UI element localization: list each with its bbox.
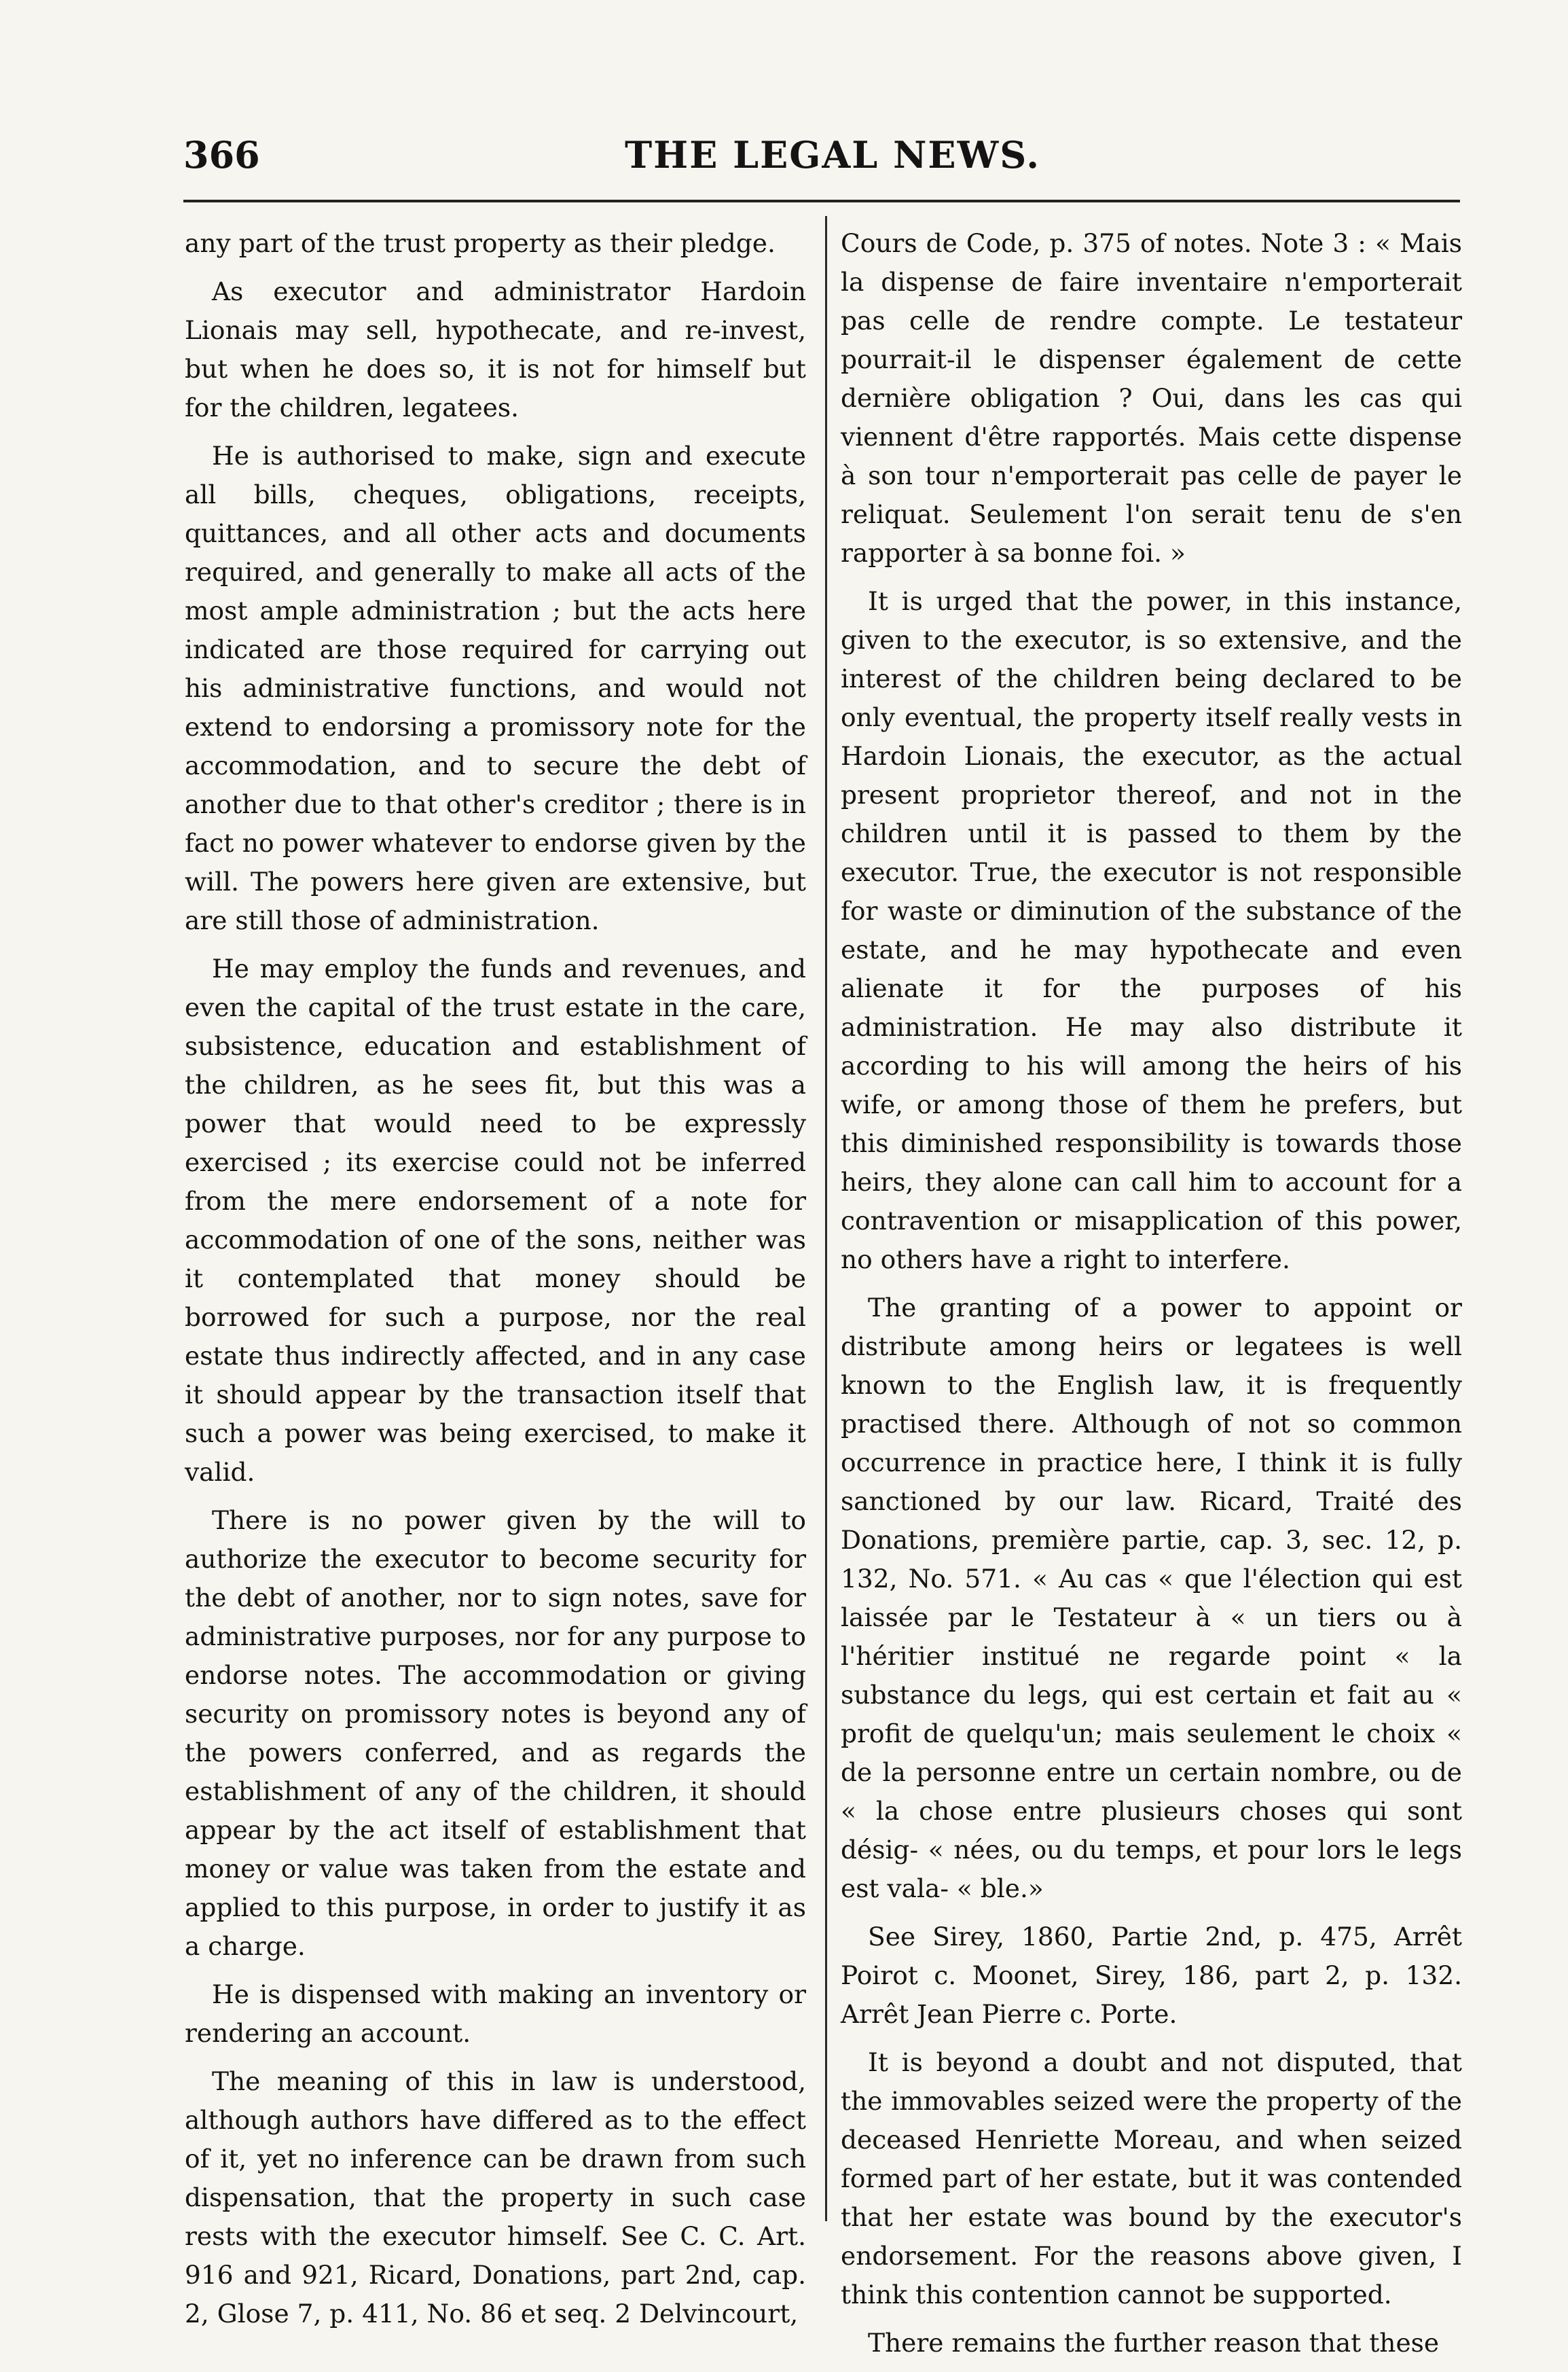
right-column [841, 224, 1462, 2372]
paragraph: Cours de Code, p. 375 of notes. Note 3 : « Mais la dispense de faire inventaire n'emporterait pas celle de rendre compte. Le testateur pourrait-il le dispenser également de cette dernière obligation ? Oui, dans les cas qui viennent d'être rapportés. Mais cette dispense à son tour n'emporterait pas celle de payer le reliquat. Seulement l'on serait tenu de s'en rapporter à sa bonne foi. » [841, 228, 1462, 568]
paragraph: There is no power given by the will to authorize the executor to become security for the debt of another, nor to sign notes, save for administrative purposes, nor for any purpose to endorse notes. The accommodation or giving security on promissory notes is beyond any of the powers conferred, and as regards the establishment of any of the children, it should appear by the act itself of establishment that money or value was taken from the estate and applied to this purpose, in order to justify it as a charge. [185, 1505, 806, 1961]
journal-title: THE LEGAL NEWS. [625, 133, 1041, 177]
paragraph: He is dispensed with making an inventory or rendering an account. [185, 1979, 806, 2048]
paragraph: The meaning of this in law is understood, although authors have differed as to the effect of it, yet no inference can be drawn from such dispensation, that the property in such case rests with the executor himself. See C. C. Art. 916 and 921, Ricard, Donations, part 2nd, cap. 2, Glose 7, p. 411, No. 86 et seq. 2 Delvincourt, [185, 2066, 806, 2329]
header-rule [183, 200, 1460, 202]
paragraph: He is authorised to make, sign and execute all bills, cheques, obligations, receipts, quittances, and all other acts and documents required, and generally to make all acts of the most ample administration ; but the acts here indicated are those required for carrying out his administrative functions, and would not extend to endorsing a promissory note for the accommodation, and to secure the debt of another due to that other's creditor ; there is in fact no power whatever to endorse given by the will. The powers here given are extensive, but are still those of administration. [185, 441, 806, 935]
paragraph: There remains the further reason that these [868, 2328, 1440, 2358]
paragraph: See Sirey, 1860, Partie 2nd, p. 475, Arrêt Poirot c. Moonet, Sirey, 186, part 2, p. 132. Arrêt Jean Pierre c. Porte. [841, 1922, 1462, 2029]
paragraph: any part of the trust property as their pledge. [185, 228, 776, 258]
left-column [185, 224, 806, 2343]
paragraph: It is urged that the power, in this instance, given to the executor, is so extensive, and the interest of the children being declared to be only eventual, the property itself really vests in Hardoin Lionais, the executor, as the actual present proprietor thereof, and not in the children until it is passed to them by the executor. True, the executor is not responsible for waste or diminution of the substance of the estate, and he may hypothecate and even alienate it for the purposes of his administration. He may also distribute it according to his will among the heirs of his wife, or among those of them he prefers, but this diminished responsibility is towards those heirs, they alone can call him to account for a contravention or misapplication of this power, no others have a right to interfere. [841, 586, 1462, 1274]
paragraph: It is beyond a doubt and not disputed, that the immovables seized were the property of the deceased Henriette Moreau, and when seized formed part of her estate, but it was contended that her estate was bound by the executor's endorsement. For the reasons above given, I think this contention cannot be supported. [841, 2047, 1462, 2310]
page-header [183, 133, 1460, 187]
paragraph: The granting of a power to appoint or distribute among heirs or legatees is well known to the English law, it is frequently practised there. Although of not so common occurrence in practice here, I think it is fully sanctioned by our law. Ricard, Traité des Donations, première partie, cap. 3, sec. 12, p. 132, No. 571. « Au cas « que l'élection qui est laissée par le Testateur à « un tiers ou à l'héritier institué ne regarde point « la substance du legs, qui est certain et fait au « profit de quelqu'un; mais seulement le choix « de la personne entre un certain nombre, ou de « la chose entre plusieurs choses qui sont désig- « nées, ou du temps, et pour lors le legs est vala- « ble.» [841, 1293, 1462, 1903]
paragraph: He may employ the funds and revenues, and even the capital of the trust estate in the care, subsistence, education and establishment of the children, as he sees fit, but this was a power that would need to be expressly exercised ; its exercise could not be inferred from the mere endorsement of a note for accommodation of one of the sons, neither was it contemplated that money should be borrowed for such a purpose, nor the real estate thus indirectly affected, and in any case it should appear by the transaction itself that such a power was being exercised, to make it valid. [185, 954, 806, 1487]
column-divider [825, 216, 827, 2221]
paragraph: As executor and administrator Hardoin Lionais may sell, hypothecate, and re-invest, but when he does so, it is not for himself but for the children, legatees. [185, 276, 806, 423]
page-number: 366 [183, 133, 260, 177]
